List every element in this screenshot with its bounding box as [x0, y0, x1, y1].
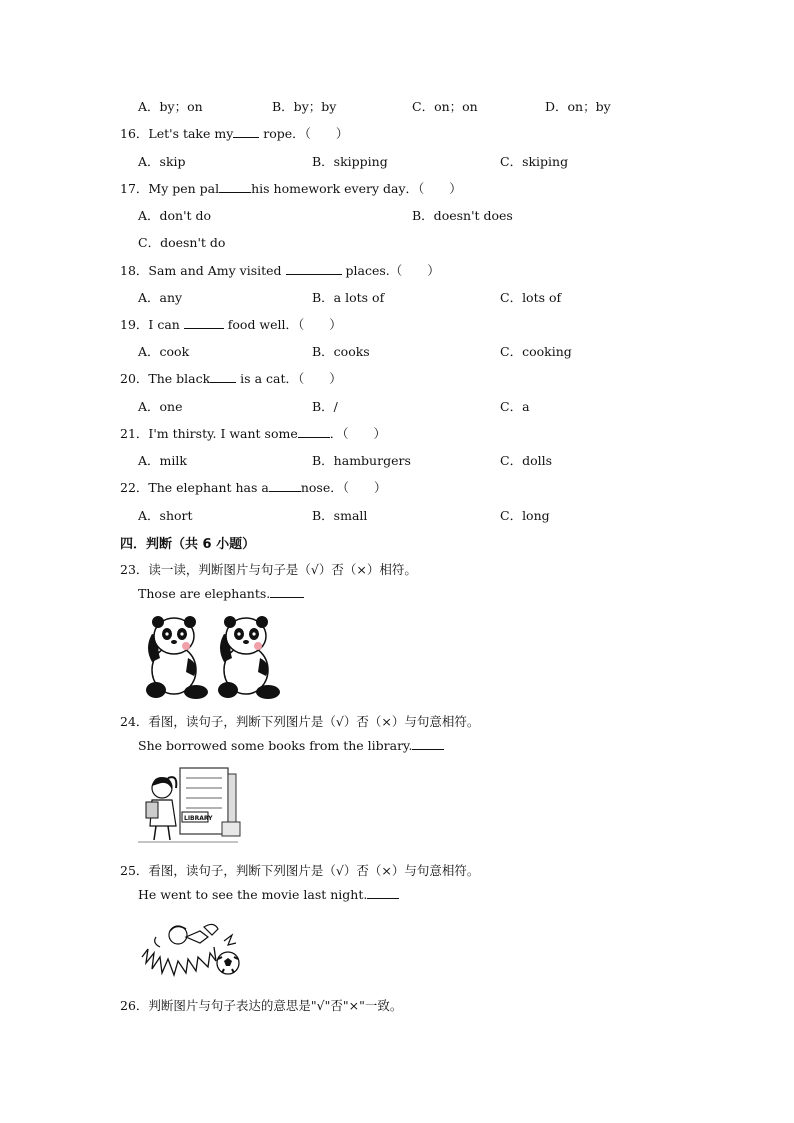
q19-option-b: B．cooks — [312, 344, 370, 359]
q21-option-a: A．milk — [138, 453, 187, 468]
question-17 — [120, 179, 462, 197]
q25-instruction: 25．看图，读句子，判断下列图片是（√）否（×）与句意相符。 — [120, 863, 480, 878]
q17-blank — [219, 181, 251, 193]
q22-stem-end: nose．（ ） — [300, 480, 387, 495]
q20-option-b: B．/ — [312, 399, 338, 414]
q21-option-b: B．hamburgers — [312, 453, 411, 468]
q19-stem-end: food well．（ ） — [223, 317, 342, 332]
q18-stem-start: 18．Sam and Amy visited — [120, 263, 286, 278]
q16-option-b: B．skipping — [312, 154, 388, 169]
question-21 — [120, 424, 386, 442]
q17-stem-end: his homework every day．（ ） — [251, 181, 462, 196]
soccer-picture — [138, 913, 244, 983]
q19-option-a: A．cook — [138, 344, 190, 359]
q25-answer-blank — [367, 887, 399, 899]
q22-blank — [269, 480, 301, 492]
q18-blank — [286, 263, 342, 275]
q23-answer-blank — [270, 586, 304, 598]
q18-option-a: A．any — [138, 290, 183, 305]
q19-blank — [184, 317, 224, 329]
q18-stem-end: places.（ ） — [341, 263, 440, 278]
library-sign: LIBRARY — [184, 815, 213, 822]
question-20 — [120, 369, 342, 387]
q20-stem-end: is a cat．（ ） — [236, 371, 342, 386]
q15-option-a: A．by；on — [138, 99, 203, 114]
q21-option-c: C．dolls — [500, 453, 553, 468]
q25-sentence: He went to see the movie last night. — [138, 887, 368, 902]
question-18 — [120, 261, 440, 279]
q23-sentence-line — [138, 586, 304, 601]
q24-sentence-line — [138, 738, 444, 753]
q17-option-a: A．don't do — [138, 208, 212, 223]
q15-option-d: D．on；by — [545, 99, 611, 114]
q21-blank — [298, 426, 330, 438]
q21-stem-end: ．（ ） — [329, 426, 387, 441]
q18-option-c: C．lots of — [500, 290, 562, 305]
q20-stem-start: 20．The black — [120, 371, 211, 386]
q24-instruction: 24．看图，读句子，判断下列图片是（√）否（×）与句意相符。 — [120, 714, 480, 729]
q20-option-a: A．one — [138, 399, 183, 414]
q16-blank — [233, 126, 259, 138]
panda-figure-1 — [146, 616, 208, 699]
q22-stem-start: 22．The elephant has a — [120, 480, 269, 495]
q22-option-a: A．short — [138, 508, 193, 523]
library-picture — [138, 764, 242, 848]
q24-sentence: She borrowed some books from the library. — [138, 738, 413, 753]
q17-option-c: C．doesn't do — [138, 235, 226, 250]
q20-blank — [210, 371, 236, 383]
question-22 — [120, 478, 387, 496]
q16-stem-end: rope．（ ） — [259, 126, 349, 141]
q23-sentence: Those are elephants. — [138, 586, 271, 601]
q24-answer-blank — [412, 738, 444, 750]
q26-instruction: 26．判断图片与句子表达的意思是"√"否"×"一致。 — [120, 998, 403, 1013]
q16-stem-start: 16．Let's take my — [120, 126, 234, 141]
q21-stem-start: 21．I'm thirsty. I want some — [120, 426, 298, 441]
q16-option-a: A．skip — [138, 154, 186, 169]
q15-option-c: C．on；on — [412, 99, 478, 114]
q18-option-b: B．a lots of — [312, 290, 385, 305]
q20-option-c: C．a — [500, 399, 530, 414]
question-16 — [120, 124, 348, 142]
panda-figure-2 — [218, 616, 280, 699]
q23-instruction: 23．读一读，判断图片与句子是（√）否（×）相符。 — [120, 562, 417, 577]
q17-option-b: B．doesn't does — [412, 208, 513, 223]
q19-option-c: C．cooking — [500, 344, 572, 359]
question-19 — [120, 315, 342, 333]
q25-sentence-line — [138, 887, 399, 902]
q22-option-b: B．small — [312, 508, 368, 523]
pandas-picture — [138, 612, 280, 700]
q16-option-c: C．skiping — [500, 154, 569, 169]
q22-option-c: C．long — [500, 508, 550, 523]
q17-stem-start: 17．My pen pal — [120, 181, 220, 196]
q15-option-b: B．by；by — [272, 99, 337, 114]
section-heading: 四．判断（共 6 小题） — [120, 537, 256, 552]
q19-stem-start: 19．I can — [120, 317, 184, 332]
